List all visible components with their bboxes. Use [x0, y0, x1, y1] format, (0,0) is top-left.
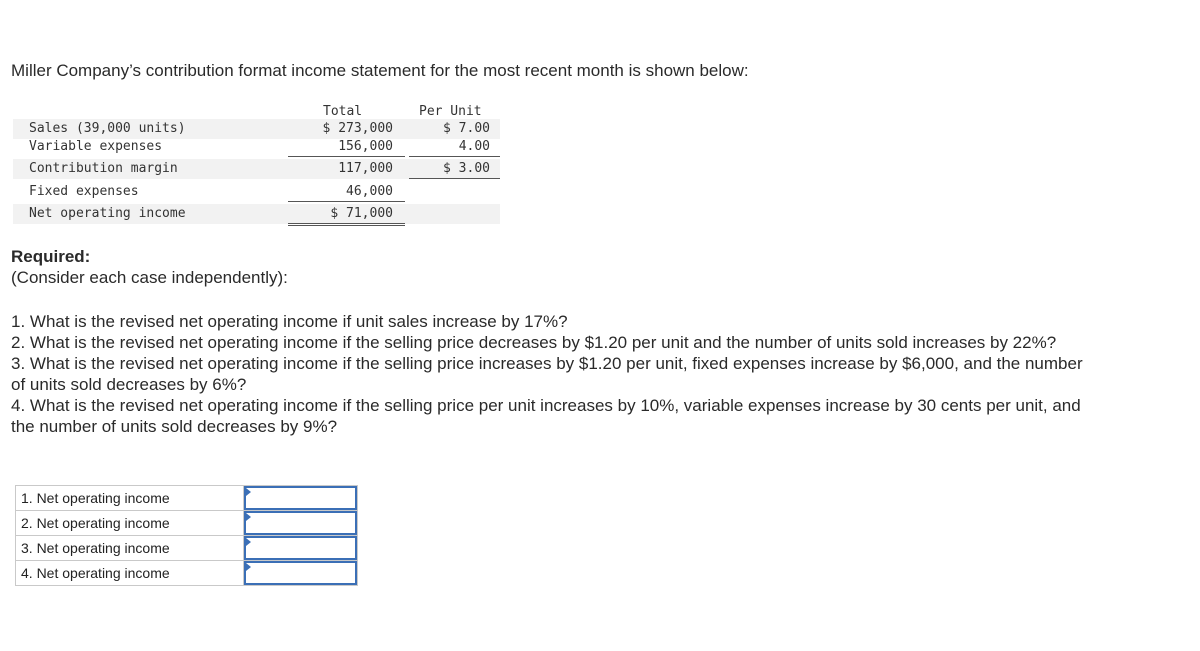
- row-label: Variable expenses: [29, 139, 163, 154]
- row-label: Sales (39,000 units): [29, 121, 186, 136]
- question-3: 3. What is the revised net operating income if the selling price increases by $1.20 per unit, fixed expenses increase by $6,000, and the number of units sold decreases by 6%?: [11, 354, 1083, 394]
- statement-row-variable-expenses: [13, 137, 500, 157]
- statement-row-net-operating-income: [13, 204, 500, 224]
- answer-cell-4: [244, 561, 358, 586]
- income-statement: [13, 102, 500, 221]
- question-4: 4. What is the revised net operating income if the selling price per unit increases by 10%, variable expenses increase by 30 cents per unit, and the number of units sold decreases by 9%?: [11, 396, 1081, 436]
- consider-note: (Consider each case independently):: [11, 268, 288, 287]
- row-per-unit: $ 3.00: [443, 161, 490, 176]
- row-label: Net operating income: [29, 206, 186, 221]
- answer-table: [15, 485, 358, 586]
- input-marker-icon: [246, 563, 251, 571]
- answer-row-2: [16, 511, 358, 536]
- answer-input-4[interactable]: [244, 561, 357, 585]
- answer-cell-3: [244, 536, 358, 561]
- input-marker-icon: [246, 488, 251, 496]
- contribution-rule-per-unit: [409, 178, 500, 179]
- answer-input-3[interactable]: [244, 536, 357, 560]
- question-2: 2. What is the revised net operating income if the selling price decreases by $1.20 per unit and the number of units sold increases by 22%?: [11, 333, 1057, 352]
- input-marker-icon: [246, 538, 251, 546]
- row-total: $ 273,000: [322, 121, 393, 136]
- row-per-unit: $ 7.00: [443, 121, 490, 136]
- question-1: 1. What is the revised net operating income if unit sales increase by 17%?: [11, 312, 568, 331]
- double-rule-total: [288, 223, 405, 226]
- input-marker-icon: [246, 513, 251, 521]
- required-heading: Required:: [11, 247, 91, 266]
- answer-row-3: [16, 536, 358, 561]
- questions-list: [11, 311, 1091, 437]
- row-per-unit: 4.00: [458, 139, 490, 154]
- row-label: Contribution margin: [29, 161, 178, 176]
- answer-input-2[interactable]: [244, 511, 357, 535]
- answer-label-2: 2. Net operating income: [16, 511, 244, 536]
- row-total: $ 71,000: [330, 206, 393, 221]
- answer-label-4: 4. Net operating income: [16, 561, 244, 586]
- answer-label-1: 1. Net operating income: [16, 486, 244, 511]
- statement-row-sales: [13, 119, 500, 139]
- column-header-per-unit: Per Unit: [419, 104, 482, 119]
- answer-input-1[interactable]: [244, 486, 357, 510]
- fixed-rule-total: [288, 201, 405, 202]
- row-total: 46,000: [346, 184, 393, 199]
- answer-row-1: [16, 486, 358, 511]
- subtotal-rule-per-unit: [409, 156, 500, 157]
- row-total: 156,000: [338, 139, 393, 154]
- column-header-total: Total: [323, 104, 363, 119]
- row-total: 117,000: [338, 161, 393, 176]
- answer-cell-1: [244, 486, 358, 511]
- subtotal-rule-total: [288, 156, 405, 157]
- answer-row-4: [16, 561, 358, 586]
- answer-cell-2: [244, 511, 358, 536]
- intro-text: Miller Company’s contribution format income statement for the most recent month is shown below:: [11, 61, 749, 80]
- statement-row-contribution-margin: [13, 159, 500, 179]
- row-label: Fixed expenses: [29, 184, 139, 199]
- statement-row-fixed-expenses: [13, 182, 500, 202]
- statement-header: [13, 102, 500, 120]
- answer-label-3: 3. Net operating income: [16, 536, 244, 561]
